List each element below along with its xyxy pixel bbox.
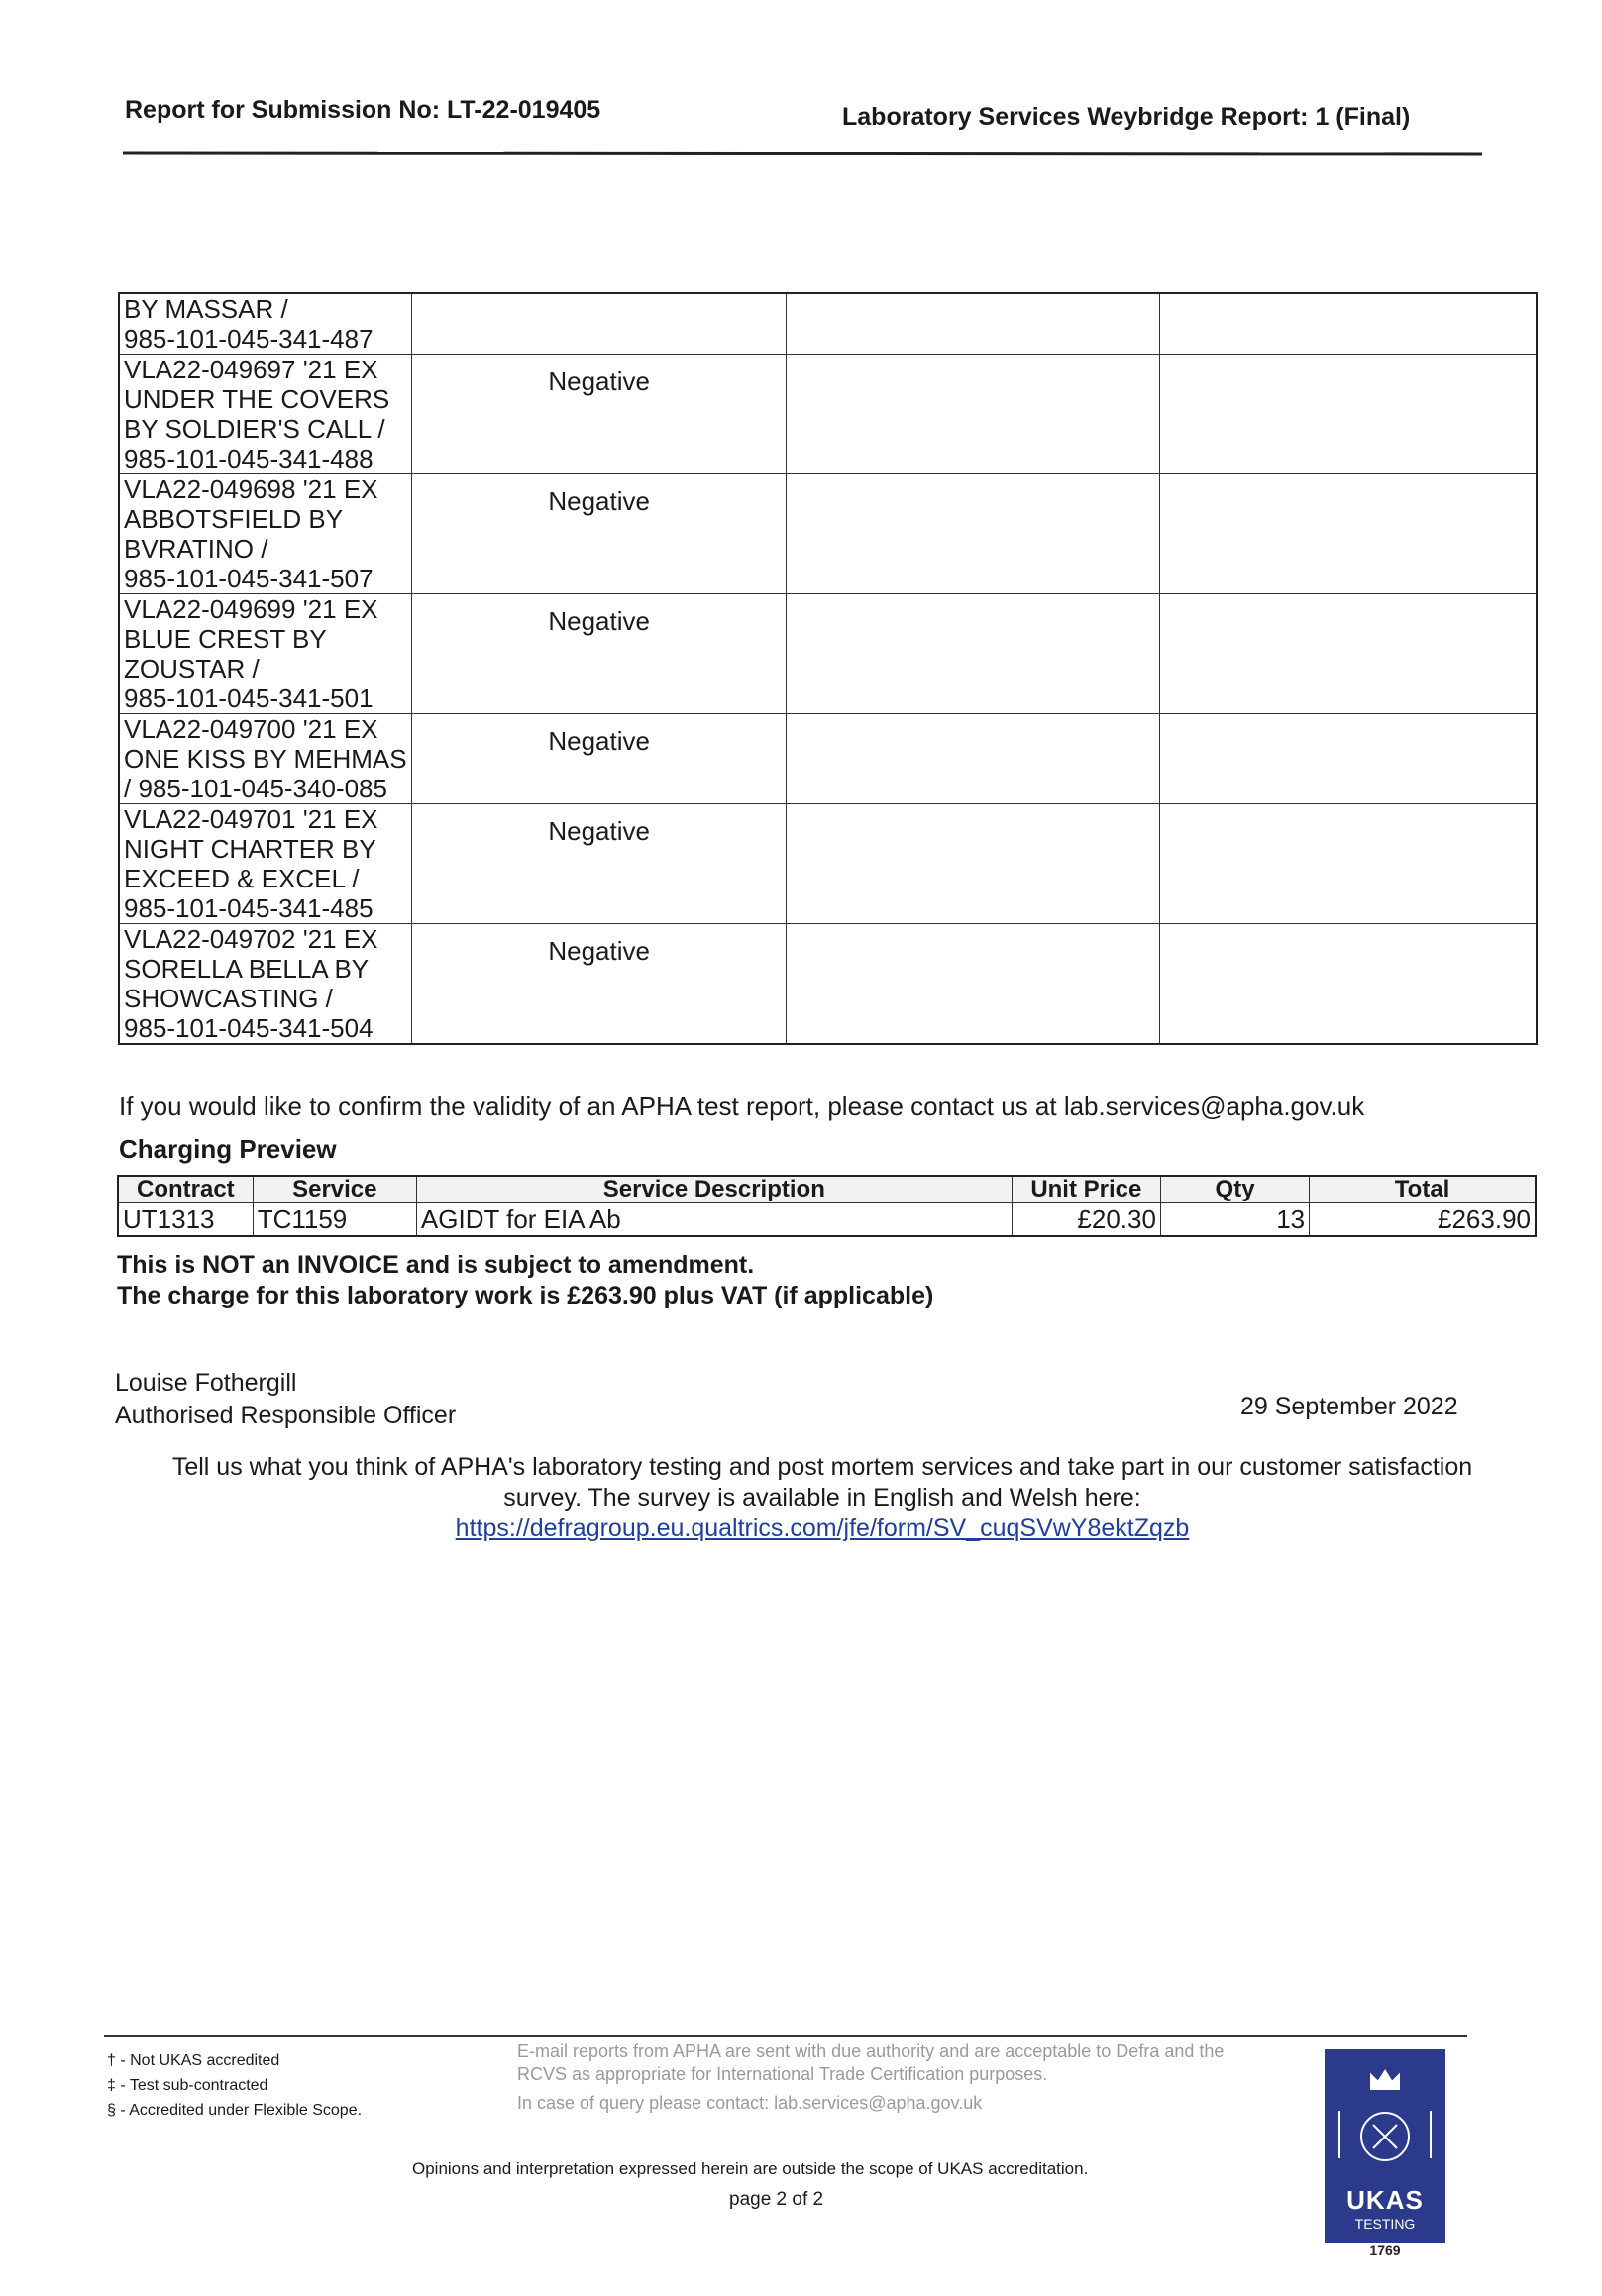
report-date: 29 September 2022 — [1240, 1393, 1458, 1420]
sample-line: 985-101-045-341-487 — [124, 324, 374, 354]
survey-link[interactable]: https://defragroup.eu.qualtrics.com/jfe/form/SV_cuqSVwY8ektZqzb — [455, 1514, 1190, 1542]
empty-cell — [786, 714, 1160, 804]
submission-number: Report for Submission No: LT-22-019405 — [125, 96, 601, 124]
col-service: Service — [253, 1176, 416, 1203]
sample-line: VLA22-049697 '21 EX — [124, 355, 378, 384]
col-total: Total — [1310, 1176, 1536, 1203]
result-cell: Negative — [412, 924, 787, 1045]
result-cell — [412, 293, 787, 355]
signatory-name: Louise Fothergill — [115, 1369, 297, 1397]
result-row — [119, 293, 1537, 355]
results-table — [118, 292, 1538, 1045]
signatory — [115, 1367, 456, 1432]
sample-line: EXCEED & EXCEL / — [124, 864, 360, 893]
validity-note: If you would like to confirm the validity of an APHA test report, please contact us at lab.services@apha.gov.uk — [119, 1092, 1365, 1121]
legend-item: § - Accredited under Flexible Scope. — [107, 2102, 363, 2119]
empty-cell — [1160, 804, 1537, 924]
result-cell: Negative — [412, 714, 787, 804]
empty-cell — [1160, 594, 1537, 714]
sample-line: VLA22-049701 '21 EX — [124, 804, 378, 834]
col-qty: Qty — [1160, 1176, 1309, 1203]
query-note: In case of query please contact: lab.services@apha.gov.uk — [517, 2093, 983, 2113]
sample-line: VLA22-049698 '21 EX — [124, 474, 378, 504]
empty-cell — [786, 293, 1160, 355]
sample-line: ABBOTSFIELD BY — [124, 504, 344, 534]
sample-cell — [119, 355, 412, 474]
sample-line: ZOUSTAR / — [124, 654, 260, 683]
empty-cell — [786, 594, 1160, 714]
survey-line-2: survey. The survey is available in English and Welsh here: — [503, 1484, 1141, 1512]
col-service-description: Service Description — [416, 1176, 1012, 1203]
invoice-notice — [117, 1250, 933, 1311]
sample-cell — [119, 714, 412, 804]
sample-line: 985-101-045-341-485 — [124, 893, 374, 923]
empty-cell — [1160, 293, 1537, 355]
ukas-testing: TESTING — [1354, 2216, 1416, 2232]
sample-line: VLA22-049700 '21 EX — [124, 714, 378, 744]
survey-line-1: Tell us what you think of APHA's laboratory testing and post mortem services and take part in our customer satisfaction — [171, 1453, 1473, 1481]
charging-preview-title: Charging Preview — [119, 1134, 337, 1164]
result-cell: Negative — [412, 594, 787, 714]
result-row — [119, 474, 1537, 594]
empty-cell — [1160, 924, 1537, 1045]
sample-cell — [119, 293, 412, 355]
email-note — [517, 2040, 1230, 2115]
result-row — [119, 924, 1537, 1045]
qty-cell: 13 — [1160, 1203, 1309, 1237]
contract-cell: UT1313 — [118, 1203, 253, 1237]
result-row — [119, 355, 1537, 474]
sample-line: 985-101-045-341-507 — [124, 564, 374, 593]
notice-line-1: This is NOT an INVOICE and is subject to amendment. — [117, 1251, 755, 1279]
ukas-mark: UKAS — [1346, 2185, 1424, 2215]
survey-block — [119, 1452, 1526, 1544]
description-cell: AGIDT for EIA Ab — [416, 1203, 1012, 1237]
crown-icon — [1325, 2049, 1445, 2176]
sample-line: UNDER THE COVERS — [124, 384, 390, 414]
sample-line: BLUE CREST BY — [124, 624, 327, 654]
result-row — [119, 714, 1537, 804]
empty-cell — [1160, 355, 1537, 474]
charge-row — [118, 1203, 1536, 1237]
legend-item: † - Not UKAS accredited — [107, 2052, 280, 2069]
sample-line: SHOWCASTING / — [124, 984, 333, 1013]
empty-cell — [786, 474, 1160, 594]
service-cell: TC1159 — [253, 1203, 416, 1237]
ukas-logo — [1325, 2049, 1445, 2243]
notice-line-2: The charge for this laboratory work is £263.90 plus VAT (if applicable) — [117, 1282, 934, 1309]
empty-cell — [786, 924, 1160, 1045]
sample-cell — [119, 924, 412, 1045]
sample-line: ONE KISS BY MEHMAS — [124, 744, 407, 774]
sample-line: BVRATINO / — [124, 534, 268, 564]
sample-line: BY MASSAR / — [124, 294, 288, 324]
sample-line: VLA22-049699 '21 EX — [124, 594, 378, 624]
email-authority-note: E-mail reports from APHA are sent with due authority and are acceptable to Defra and the RCVS as appropriate for International Trade Certification purposes. — [517, 2041, 1225, 2084]
col-unit-price: Unit Price — [1012, 1176, 1160, 1203]
sample-line: 985-101-045-341-488 — [124, 444, 374, 473]
charging-table — [117, 1175, 1537, 1237]
result-cell: Negative — [412, 355, 787, 474]
sample-line: / 985-101-045-340-085 — [124, 774, 387, 803]
header-divider — [123, 152, 1482, 156]
sample-line: 985-101-045-341-501 — [124, 683, 374, 713]
page-number: page 2 of 2 — [729, 2189, 824, 2210]
sample-line: BY SOLDIER'S CALL / — [124, 414, 385, 444]
sample-cell — [119, 474, 412, 594]
sample-line: SORELLA BELLA BY — [124, 954, 370, 984]
legend-item: ‡ - Test sub-contracted — [107, 2077, 268, 2094]
sample-line: 985-101-045-341-504 — [124, 1013, 374, 1043]
total-cell: £263.90 — [1310, 1203, 1536, 1237]
result-cell: Negative — [412, 474, 787, 594]
empty-cell — [786, 804, 1160, 924]
empty-cell — [1160, 474, 1537, 594]
report-title: Laboratory Services Weybridge Report: 1 (Final) — [842, 103, 1411, 131]
accreditation-legend — [107, 2048, 362, 2123]
footer-divider — [104, 2035, 1467, 2037]
result-row — [119, 804, 1537, 924]
empty-cell — [1160, 714, 1537, 804]
sample-cell — [119, 594, 412, 714]
sample-cell — [119, 804, 412, 924]
ukas-number: 1769 — [1369, 2243, 1401, 2258]
sample-line: NIGHT CHARTER BY — [124, 834, 376, 864]
unit-price-cell: £20.30 — [1012, 1203, 1160, 1237]
result-cell: Negative — [412, 804, 787, 924]
signatory-role: Authorised Responsible Officer — [115, 1402, 457, 1429]
sample-line: VLA22-049702 '21 EX — [124, 924, 378, 954]
result-row — [119, 594, 1537, 714]
col-contract: Contract — [118, 1176, 253, 1203]
empty-cell — [786, 355, 1160, 474]
opinions-note: Opinions and interpretation expressed herein are outside the scope of UKAS accreditation. — [412, 2159, 1089, 2178]
